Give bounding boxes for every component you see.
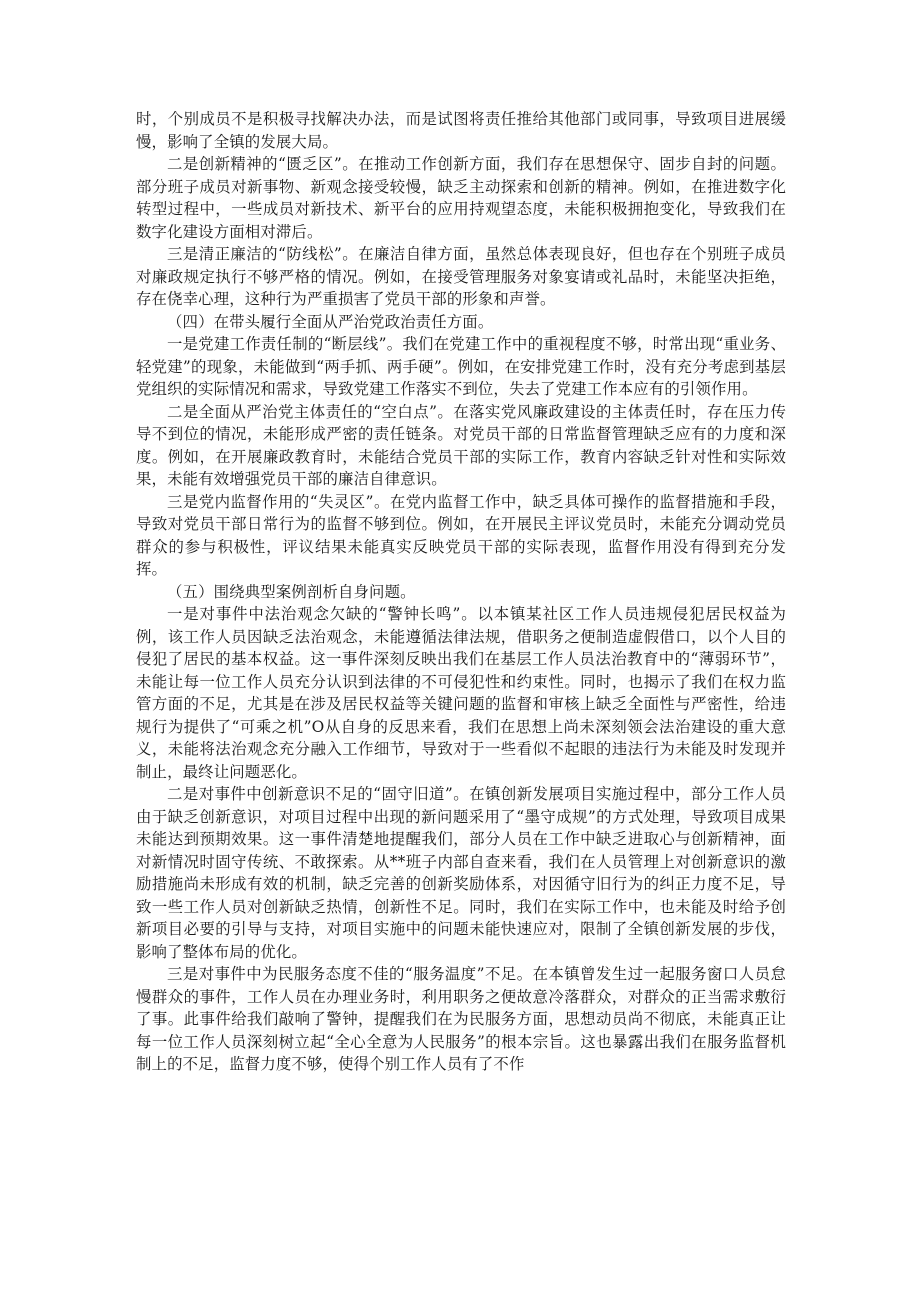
document-body: [136, 108, 786, 1076]
paragraph-5: 一是党建工作责任制的“断层线”。我们在党建工作中的重视程度不够，时常出现“重业务、轻党建”的现象，未能做到“两手抓、两手硬”。例如，在安排党建工作时，没有充分考虑到基层党组织的实际情况和需求，导致党建工作落实不到位，失去了党建工作本应有的引领作用。: [136, 335, 786, 398]
paragraph-7: 三是党内监督作用的“失灵区”。在党内监督工作中，缺乏具体可操作的监督措施和手段，导致对党员干部日常行为的监督不够到位。例如，在开展民主评议党员时，未能充分调动党员群众的参与积极性，评议结果未能真实反映党员干部的实际表现，监督作用没有得到充分发挥。: [136, 492, 786, 578]
paragraph-2: 二是创新精神的“匮乏区”。在推动工作创新方面，我们存在思想保守、固步自封的问题。部分班子成员对新事物、新观念接受较慢，缺乏主动探索和创新的精神。例如，在推进数字化转型过程中，一些成员对新技术、新平台的应用持观望态度，未能积极拥抱变化，导致我们在数字化建设方面相对滞后。: [136, 155, 786, 241]
paragraph-1: 时，个别成员不是积极寻找解决办法，而是试图将责任推给其他部门或同事，导致项目进展缓慢，影响了全镇的发展大局。: [136, 110, 786, 151]
paragraph-11: 三是对事件中为民服务态度不佳的“服务温度”不足。在本镇曾发生过一起服务窗口人员怠慢群众的事件，工作人员在办理业务时，利用职务之便故意冷落群众，对群众的正当需求敷衍了事。此事件给我们敲响了警钟，提醒我们在为民服务方面，思想动员尚不彻底，未能真正让每一位工作人员深刻树立起“全心全意为人民服务”的根本宗旨。这也暴露出我们在服务监督机制上的不足，监督力度不够，使得个别工作人员有了不作: [136, 965, 786, 1073]
paragraph-3: 三是清正廉洁的“防线松”。在廉洁自律方面，虽然总体表现良好，但也存在个别班子成员对廉政规定执行不够严格的情况。例如，在接受管理服务对象宴请或礼品时，未能坚决拒绝，存在侥幸心理，这种行为严重损害了党员干部的形象和声誉。: [136, 245, 786, 308]
paragraph-10: 二是对事件中创新意识不足的“固守旧道”。在镇创新发展项目实施过程中，部分工作人员由于缺乏创新意识，对项目过程中出现的新问题采用了“墨守成规”的方式处理，导致项目成果未能达到预期效果。这一事件清楚地提醒我们，部分人员在工作中缺乏进取心与创新精神，面对新情况时固守传统、不敢探索。从**班子内部自查来看，我们在人员管理上对创新意识的激励措施尚未形成有效的机制，缺乏完善的创新奖励体系，对因循守旧行为的纠正力度不足，导致一些工作人员对创新缺乏热情，创新性不足。同时，我们在实际工作中，也未能及时给予创新项目必要的引导与支持，对项目实施中的问题未能快速应对，限制了全镇创新发展的步伐，影响了整体布局的优化。: [136, 785, 786, 961]
paragraph-6: 二是全面从严治党主体责任的“空白点”。在落实党风廉政建设的主体责任时，存在压力传导不到位的情况，未能形成严密的责任链条。对党员干部的日常监督管理缺乏应有的力度和深度。例如，在开展廉政教育时，未能结合党员干部的实际工作，教育内容缺乏针对性和实际效果，未能有效增强党员干部的廉洁自律意识。: [136, 402, 786, 488]
section-heading-5: （五）围绕典型案例剖析自身问题。: [167, 582, 416, 601]
paragraph-9: 一是对事件中法治观念欠缺的“警钟长鸣”。以本镇某社区工作人员违规侵犯居民权益为例，该工作人员因缺乏法治观念，未能遵循法律法规，借职务之便制造虚假借口，以个人目的侵犯了居民的基本权益。这一事件深刻反映出我们在基层工作人员法治教育中的“薄弱环节”，未能让每一位工作人员充分认识到法律的不可侵犯性和约束性。同时，也揭示了我们在权力监管方面的不足，尤其是在涉及居民权益等关键问题的监督和审核上缺乏全面性与严密性，给违规行为提供了“可乘之机”O从自身的反思来看，我们在思想上尚未深刻领会法治建设的重大意义，未能将法治观念充分融入工作细节，导致对于一些看似不起眼的违法行为未能及时发现并制止，最终让问题恶化。: [136, 605, 786, 781]
section-heading-4: （四）在带头履行全面从严治党政治责任方面。: [167, 312, 494, 331]
